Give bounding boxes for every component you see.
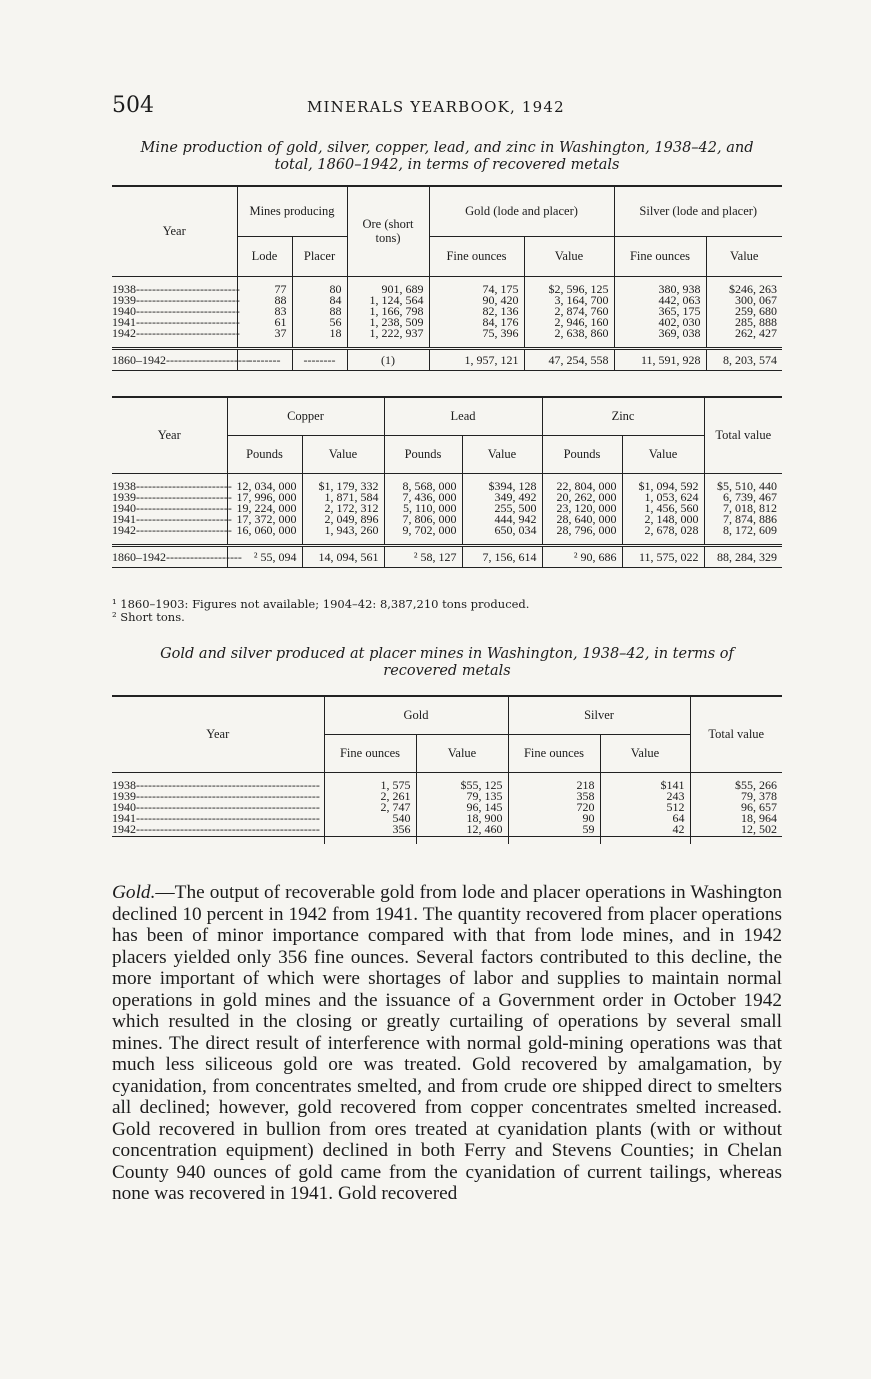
- cell-pb_lb: 9, 702, 000: [384, 525, 462, 536]
- cell-silver_val: 243: [600, 791, 690, 802]
- cell-year: 1942----------------------------------------------: [112, 824, 324, 836]
- cell-gold_oz: 2, 261: [324, 791, 416, 802]
- cell-total: 7, 874, 886: [704, 514, 782, 525]
- col-zinc-header: Zinc: [542, 397, 704, 435]
- cell-year: 1939------------------------: [112, 489, 232, 504]
- cell-silver_val: $246, 263: [706, 284, 782, 295]
- cell-gold_val: 3, 164, 700: [524, 295, 614, 306]
- table1-part-a: [112, 185, 782, 371]
- cell-year: 1941--------------------------: [112, 315, 240, 330]
- cell-lode: 83: [237, 306, 292, 317]
- total-cell-cu_lb: ² 55, 094: [227, 545, 302, 567]
- table-row: [112, 824, 782, 836]
- cell-placer: 18: [292, 328, 347, 339]
- cell-silver_val: 285, 888: [706, 317, 782, 328]
- cell-cu_lb: 12, 034, 000: [227, 481, 302, 492]
- col-gold-value-header: Value: [524, 236, 614, 276]
- table2-caption-line1: Gold and silver produced at placer mines in Washington, 1938–42, in terms of: [160, 646, 734, 662]
- cell-total: 79, 378: [690, 791, 782, 802]
- total-cell-total: 88, 284, 329: [704, 545, 782, 567]
- table2-caption-line2: recovered metals: [383, 663, 511, 679]
- col-gold-group-header: Gold (lode and placer): [429, 186, 614, 236]
- cell-year: 1940------------------------: [112, 500, 232, 515]
- cell-cu_val: 2, 049, 896: [302, 514, 384, 525]
- total-cell-gold_val: 47, 254, 558: [524, 348, 614, 370]
- cell-pb_val: 349, 492: [462, 492, 542, 503]
- cell-cu_val: 2, 172, 312: [302, 503, 384, 514]
- cell-gold_val: 12, 460: [416, 824, 508, 836]
- cell-year: 1940----------------------------------------------: [112, 799, 320, 814]
- spacer-cell: [416, 836, 508, 844]
- cell-total: 7, 018, 812: [704, 503, 782, 514]
- cell-cu_lb: 19, 224, 000: [227, 503, 302, 514]
- col-copper-header: Copper: [227, 397, 384, 435]
- col-lode-header: Lode: [237, 236, 292, 276]
- total-cell-year: 1860–1942---------------------: [112, 348, 237, 370]
- cell-gold_val: 18, 900: [416, 813, 508, 824]
- spacer-cell: [614, 340, 706, 349]
- table-row: [112, 328, 782, 339]
- cell-year: 1941----------------------------------------------: [112, 811, 320, 826]
- cell-zn_lb: 28, 640, 000: [542, 514, 622, 525]
- spacer-cell: [324, 836, 416, 844]
- spacer-cell: [524, 340, 614, 349]
- cell-total: 18, 964: [690, 813, 782, 824]
- paragraph-text: —The output of recoverable gold from lode and placer operations in Washington declined 10 percent in 1942 from 1941. The quantity recovered from placer operations has been of minor importance compared with that from lode mines, and in 1942 placers yielded only 356 fine ounces. Several factors contributed to this decline, the more important of which were shortages of labor and supplies to maintain normal operations in gold mines and the issuance of a Government order in October 1942 which resulted in the closing or greatly curtailing of operations by several small mines. The direct result of interference with normal gold-mining operations was that much less siliceous gold ore was treated. Gold recovered by amalgamation, by cyanidation, from concentrates smelted, and from crude ore shipped direct to smelters all declined; however, gold recovered from copper concentrates smelted increased. Gold recovered in bullion from ores treated at cyanidation plants (with or without concentration equipment) declined in both Ferry and Stevens Counties; in Chelan County 940 ounces of gold came from the cyanidation of current tailings, whereas none was recovered in 1941. Gold recovered: [112, 882, 782, 1204]
- spacer-cell: [112, 836, 324, 844]
- spacer-cell: [237, 340, 292, 349]
- cell-year: 1939----------------------------------------------: [112, 788, 320, 803]
- cell-year: 1938------------------------: [112, 478, 232, 493]
- spacer-cell: [462, 537, 542, 546]
- cell-cu_lb: 16, 060, 000: [227, 525, 302, 536]
- col-silver-value-header: Value: [706, 236, 782, 276]
- cell-silver_oz: 90: [508, 813, 600, 824]
- cell-placer: 56: [292, 317, 347, 328]
- table1-footnotes: [112, 598, 529, 624]
- cell-placer: 84: [292, 295, 347, 306]
- col-silver-oz-header: Fine ounces: [614, 236, 706, 276]
- total-cell-year: 1860–1942-------------------: [112, 545, 227, 567]
- cell-silver_oz: 218: [508, 780, 600, 791]
- col-ore-header: Ore (short tons): [347, 186, 429, 276]
- cell-gold_val: $2, 596, 125: [524, 284, 614, 295]
- spacer-cell: [292, 340, 347, 349]
- cell-pb_val: 444, 942: [462, 514, 542, 525]
- cell-cu_lb: 17, 372, 000: [227, 514, 302, 525]
- col-silver-value-header: Value: [600, 734, 690, 772]
- total-cell-pb_lb: ² 58, 127: [384, 545, 462, 567]
- cell-pb_val: $394, 128: [462, 481, 542, 492]
- col-year-header: Year: [112, 397, 227, 473]
- cell-gold_val: 79, 135: [416, 791, 508, 802]
- cell-cu_val: 1, 943, 260: [302, 525, 384, 536]
- cell-zn_lb: 23, 120, 000: [542, 503, 622, 514]
- cell-total: 12, 502: [690, 824, 782, 836]
- col-zinc-pounds-header: Pounds: [542, 435, 622, 473]
- cell-silver_oz: 365, 175: [614, 306, 706, 317]
- col-gold-oz-header: Fine ounces: [429, 236, 524, 276]
- cell-silver_val: 512: [600, 802, 690, 813]
- cell-gold_val: 2, 874, 760: [524, 306, 614, 317]
- spacer-row: [112, 836, 782, 844]
- cell-zn_val: 2, 678, 028: [622, 525, 704, 536]
- cell-year: 1942------------------------: [112, 523, 232, 538]
- col-lead-value-header: Value: [462, 435, 542, 473]
- cell-pb_val: 650, 034: [462, 525, 542, 536]
- spacer-cell: [384, 537, 462, 546]
- cell-silver_val: 259, 680: [706, 306, 782, 317]
- spacer-cell: [302, 537, 384, 546]
- cell-year: 1938----------------------------------------------: [112, 777, 320, 792]
- spacer-cell: [508, 836, 600, 844]
- cell-zn_lb: 22, 804, 000: [542, 481, 622, 492]
- cell-ore: 1, 222, 937: [347, 328, 429, 339]
- cell-zn_lb: 28, 796, 000: [542, 525, 622, 536]
- cell-lode: 88: [237, 295, 292, 306]
- col-total-value-header: Total value: [704, 397, 782, 473]
- spacer-cell: [112, 340, 237, 349]
- running-head: MINERALS YEARBOOK, 1942: [307, 98, 565, 116]
- cell-gold_oz: 82, 136: [429, 306, 524, 317]
- cell-lode: 37: [237, 328, 292, 339]
- total-cell-lode: --------: [237, 348, 292, 370]
- cell-year: 1939--------------------------: [112, 292, 240, 307]
- spacer-cell: [227, 537, 302, 546]
- cell-gold_val: $55, 125: [416, 780, 508, 791]
- table1-caption-line2: total, 1860–1942, in terms of recovered metals: [274, 157, 620, 173]
- page-number: 504: [112, 93, 154, 118]
- cell-pb_lb: 7, 806, 000: [384, 514, 462, 525]
- cell-silver_oz: 59: [508, 824, 600, 836]
- cell-zn_val: 2, 148, 000: [622, 514, 704, 525]
- total-cell-cu_val: 14, 094, 561: [302, 545, 384, 567]
- cell-gold_oz: 74, 175: [429, 284, 524, 295]
- footnote-2: ² Short tons.: [112, 610, 185, 624]
- cell-year: 1942--------------------------: [112, 326, 240, 341]
- page-header: [112, 93, 782, 121]
- table2-caption: [112, 646, 782, 680]
- cell-total: $55, 266: [690, 780, 782, 791]
- total-cell-pb_val: 7, 156, 614: [462, 545, 542, 567]
- cell-pb_val: 255, 500: [462, 503, 542, 514]
- total-row: [112, 348, 782, 370]
- spacer-cell: [347, 340, 429, 349]
- spacer-cell: [622, 537, 704, 546]
- cell-silver_val: 262, 427: [706, 328, 782, 339]
- cell-lode: 77: [237, 284, 292, 295]
- col-gold-header: Gold: [324, 696, 508, 734]
- cell-pb_lb: 8, 568, 000: [384, 481, 462, 492]
- table2: [112, 695, 782, 844]
- spacer-cell: [429, 340, 524, 349]
- spacer-cell: [542, 537, 622, 546]
- cell-silver_oz: 380, 938: [614, 284, 706, 295]
- table1-part-b: [112, 396, 782, 568]
- col-gold-value-header: Value: [416, 734, 508, 772]
- spacer-cell: [112, 537, 227, 546]
- total-cell-zn_lb: ² 90, 686: [542, 545, 622, 567]
- cell-ore: 1, 124, 564: [347, 295, 429, 306]
- col-year-header: Year: [112, 186, 237, 276]
- total-cell-silver_oz: 11, 591, 928: [614, 348, 706, 370]
- table1-caption-line1: Mine production of gold, silver, copper, lead, and zinc in Washington, 1938–42, and: [140, 140, 754, 156]
- total-row: [112, 545, 782, 567]
- cell-cu_val: $1, 179, 332: [302, 481, 384, 492]
- paragraph-lead-in: Gold.: [112, 882, 156, 903]
- cell-total: 96, 657: [690, 802, 782, 813]
- cell-zn_lb: 20, 262, 000: [542, 492, 622, 503]
- cell-gold_oz: 540: [324, 813, 416, 824]
- cell-cu_lb: 17, 996, 000: [227, 492, 302, 503]
- cell-total: $5, 510, 440: [704, 481, 782, 492]
- cell-gold_oz: 356: [324, 824, 416, 836]
- cell-zn_val: 1, 456, 560: [622, 503, 704, 514]
- cell-silver_oz: 369, 038: [614, 328, 706, 339]
- cell-silver_val: 300, 067: [706, 295, 782, 306]
- spacer-cell: [704, 537, 782, 546]
- cell-gold_oz: 1, 575: [324, 780, 416, 791]
- cell-ore: 901, 689: [347, 284, 429, 295]
- col-silver-group-header: Silver (lode and placer): [614, 186, 782, 236]
- cell-gold_oz: 90, 420: [429, 295, 524, 306]
- table1-caption: [112, 140, 782, 174]
- col-placer-header: Placer: [292, 236, 347, 276]
- col-lead-pounds-header: Pounds: [384, 435, 462, 473]
- cell-placer: 80: [292, 284, 347, 295]
- cell-total: 6, 739, 467: [704, 492, 782, 503]
- cell-gold_val: 96, 145: [416, 802, 508, 813]
- cell-silver_oz: 402, 030: [614, 317, 706, 328]
- cell-year: 1941------------------------: [112, 512, 232, 527]
- total-cell-ore: (1): [347, 348, 429, 370]
- col-lead-header: Lead: [384, 397, 542, 435]
- col-year-header: Year: [112, 696, 324, 772]
- col-silver-oz-header: Fine ounces: [508, 734, 600, 772]
- cell-lode: 61: [237, 317, 292, 328]
- total-cell-zn_val: 11, 575, 022: [622, 545, 704, 567]
- spacer-cell: [706, 340, 782, 349]
- cell-ore: 1, 238, 509: [347, 317, 429, 328]
- cell-pb_lb: 5, 110, 000: [384, 503, 462, 514]
- cell-silver_oz: 358: [508, 791, 600, 802]
- cell-year: 1938--------------------------: [112, 281, 240, 296]
- body-paragraph: [112, 882, 782, 1205]
- cell-ore: 1, 166, 798: [347, 306, 429, 317]
- cell-zn_val: $1, 094, 592: [622, 481, 704, 492]
- cell-silver_val: 42: [600, 824, 690, 836]
- table-row: [112, 525, 782, 536]
- cell-silver_val: $141: [600, 780, 690, 791]
- cell-cu_val: 1, 871, 584: [302, 492, 384, 503]
- col-silver-header: Silver: [508, 696, 690, 734]
- total-cell-gold_oz: 1, 957, 121: [429, 348, 524, 370]
- col-total-value-header: Total value: [690, 696, 782, 772]
- spacer-row: [112, 537, 782, 546]
- spacer-cell: [600, 836, 690, 844]
- cell-silver_oz: 720: [508, 802, 600, 813]
- cell-pb_lb: 7, 436, 000: [384, 492, 462, 503]
- cell-gold_oz: 2, 747: [324, 802, 416, 813]
- cell-zn_val: 1, 053, 624: [622, 492, 704, 503]
- cell-silver_val: 64: [600, 813, 690, 824]
- cell-gold_oz: 84, 176: [429, 317, 524, 328]
- total-cell-placer: --------: [292, 348, 347, 370]
- spacer-cell: [690, 836, 782, 844]
- cell-gold_val: 2, 638, 860: [524, 328, 614, 339]
- footnote-1: ¹ 1860–1903: Figures not available; 1904–42: 8,387,210 tons produced.: [112, 597, 530, 611]
- col-zinc-value-header: Value: [622, 435, 704, 473]
- cell-silver_oz: 442, 063: [614, 295, 706, 306]
- cell-placer: 88: [292, 306, 347, 317]
- total-cell-silver_val: 8, 203, 574: [706, 348, 782, 370]
- cell-total: 8, 172, 609: [704, 525, 782, 536]
- col-mines-producing-header: Mines producing: [237, 186, 347, 236]
- col-copper-value-header: Value: [302, 435, 384, 473]
- cell-year: 1940--------------------------: [112, 303, 240, 318]
- cell-gold_val: 2, 946, 160: [524, 317, 614, 328]
- col-gold-oz-header: Fine ounces: [324, 734, 416, 772]
- spacer-row: [112, 340, 782, 349]
- col-copper-pounds-header: Pounds: [227, 435, 302, 473]
- cell-gold_oz: 75, 396: [429, 328, 524, 339]
